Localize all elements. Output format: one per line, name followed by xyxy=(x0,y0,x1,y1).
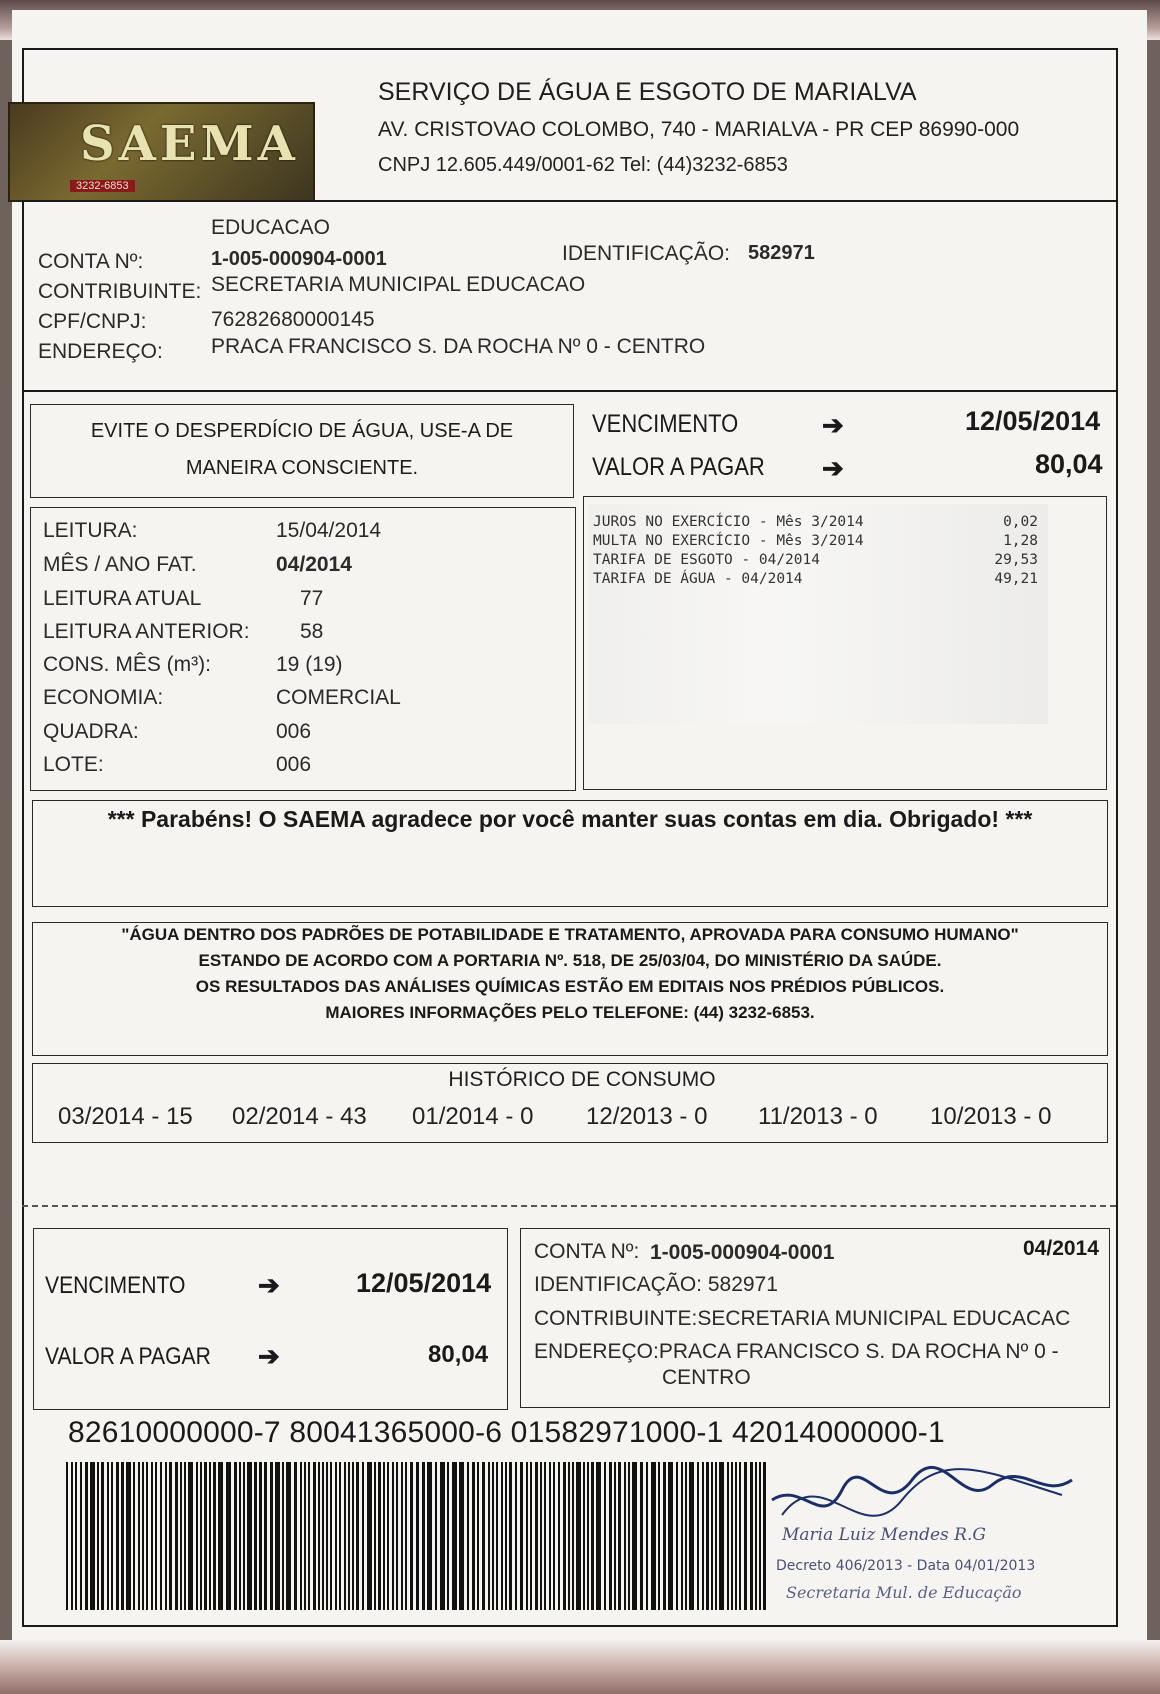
barcode-bar xyxy=(689,1462,694,1610)
paper-edge-bottom xyxy=(0,1640,1160,1694)
barcode-bar xyxy=(540,1462,542,1610)
barcode-bar xyxy=(304,1462,306,1610)
reading-label: LEITURA ATUAL xyxy=(43,587,202,610)
barcode-bar xyxy=(133,1462,135,1610)
notice-box xyxy=(30,404,574,498)
barcode-bar xyxy=(66,1462,68,1610)
quality-line1: "ÁGUA DENTRO DOS PADRÕES DE POTABILIDADE E TRATAMENTO, APROVADA PARA CONSUMO HUMANO" xyxy=(121,925,1019,944)
barcode-bar xyxy=(496,1462,498,1610)
stub-vencimento-value: 12/05/2014 xyxy=(356,1268,492,1298)
barcode-bar xyxy=(138,1462,140,1610)
barcode-bar xyxy=(477,1462,479,1610)
barcode-bar xyxy=(482,1462,485,1610)
barcode-bar xyxy=(367,1462,372,1610)
barcode-bar xyxy=(651,1462,656,1610)
barcode-bar xyxy=(702,1462,704,1610)
quality-line2: ESTANDO DE ACORDO COM A PORTARIA Nº. 518, DE 25/03/04, DO MINISTÉRIO DA SAÚDE. xyxy=(198,951,942,970)
barcode-bar xyxy=(727,1462,729,1610)
barcode-bar xyxy=(492,1462,494,1610)
stub-conta-label: CONTA Nº: xyxy=(534,1240,640,1263)
barcode-bar xyxy=(440,1462,445,1610)
barcode-bar xyxy=(715,1462,717,1610)
reading-label: LOTE: xyxy=(43,753,104,776)
barcode-bar xyxy=(200,1462,202,1610)
barcode-bar xyxy=(676,1462,678,1610)
barcode-bar xyxy=(165,1462,167,1610)
barcode-bar xyxy=(294,1462,297,1610)
barcode-bar xyxy=(711,1462,713,1610)
signature-stamp xyxy=(762,1440,1082,1610)
history-item: 01/2014 - 0 xyxy=(412,1103,534,1130)
barcode-bar xyxy=(196,1462,198,1610)
reading-label: LEITURA: xyxy=(43,519,138,542)
quality-line3: OS RESULTADOS DAS ANÁLISES QUÍMICAS ESTÃO EM EDITAIS NOS PRÉDIOS PÚBLICOS. xyxy=(195,977,945,996)
barcode-bar xyxy=(422,1462,425,1610)
vencimento-value: 12/05/2014 xyxy=(965,406,1101,436)
reading-label: CONS. MÊS (m³): xyxy=(43,653,211,676)
barcode-bar xyxy=(609,1462,612,1610)
barcode-bar xyxy=(362,1462,364,1610)
barcode-bar xyxy=(313,1462,316,1610)
barcode-bar xyxy=(509,1462,512,1610)
barcode-bar xyxy=(706,1462,709,1610)
barcode-bar xyxy=(739,1462,741,1610)
barcode-bar xyxy=(374,1462,376,1610)
barcode-bar xyxy=(107,1462,109,1610)
charge-value: 49,21 xyxy=(994,571,1038,587)
barcode-bar xyxy=(646,1462,648,1610)
signature-office: Secretaria Mul. de Educação xyxy=(786,1583,1022,1602)
history-item: 12/2013 - 0 xyxy=(586,1103,708,1130)
barcode-bar xyxy=(604,1462,606,1610)
thanks-message: *** Parabéns! O SAEMA agradece por você manter suas contas em dia. Obrigado! *** xyxy=(107,806,1033,832)
barcode-bar xyxy=(553,1462,555,1610)
barcode-bar xyxy=(270,1462,273,1610)
stub-endereco-line1: ENDEREÇO:PRACA FRANCISCO S. DA ROCHA Nº 0 - xyxy=(534,1340,1059,1363)
barcode-bar xyxy=(326,1462,328,1610)
company-address: AV. CRISTOVAO COLOMBO, 740 - MARIALVA - PR CEP 86990-000 xyxy=(378,118,1020,141)
charge-description: JUROS NO EXERCÍCIO - Mês 3/2014 xyxy=(593,514,864,530)
stub-conta-value: 1-005-000904-0001 xyxy=(650,1241,835,1264)
barcode-bar xyxy=(239,1462,241,1610)
barcode-bar xyxy=(452,1462,457,1610)
company-name: SERVIÇO DE ÁGUA E ESGOTO DE MARIALVA xyxy=(378,78,917,106)
barcode-bar xyxy=(121,1462,124,1610)
barcode-bar xyxy=(685,1462,687,1610)
barcode-bar xyxy=(624,1462,626,1610)
barcode-bar xyxy=(583,1462,585,1610)
charge-value: 1,28 xyxy=(1003,533,1038,549)
barcode-bar xyxy=(467,1462,469,1610)
barcode-bar xyxy=(501,1462,503,1610)
stub-contribuinte: CONTRIBUINTE:SECRETARIA MUNICIPAL EDUCACAC xyxy=(534,1307,1071,1330)
barcode-bar xyxy=(101,1462,104,1610)
history-item: 11/2013 - 0 xyxy=(758,1103,878,1130)
barcode-bar xyxy=(447,1462,449,1610)
barcode-bar xyxy=(544,1462,546,1610)
barcode-bar xyxy=(335,1462,337,1610)
stub-vencimento-label: VENCIMENTO xyxy=(45,1272,186,1299)
barcode-bar xyxy=(719,1462,724,1610)
account-category: EDUCACAO xyxy=(211,216,331,239)
barcode-bar xyxy=(247,1462,252,1610)
reading-value: 04/2014 xyxy=(276,553,352,576)
barcode-bar xyxy=(97,1462,99,1610)
logo-text: SAEMA xyxy=(80,116,299,172)
barcode-bar xyxy=(459,1462,464,1610)
reading-value: 19 (19) xyxy=(276,653,343,676)
barcode-bar xyxy=(576,1462,581,1610)
stub-identificacao: IDENTIFICAÇÃO: 582971 xyxy=(534,1273,778,1296)
conta-label: CONTA Nº: xyxy=(38,250,144,273)
history-item: 02/2014 - 43 xyxy=(232,1103,367,1130)
cut-line xyxy=(22,1205,1116,1207)
barcode-bar xyxy=(352,1462,354,1610)
barcode-bar xyxy=(275,1462,280,1610)
barcode-bar xyxy=(90,1462,95,1610)
reading-value: 15/04/2014 xyxy=(276,519,382,542)
contribuinte-value: SECRETARIA MUNICIPAL EDUCACAO xyxy=(211,273,586,296)
barcode-bar xyxy=(416,1462,419,1610)
reading-value: 77 xyxy=(300,587,324,610)
barcode-bar xyxy=(735,1462,737,1610)
cpf-label: CPF/CNPJ: xyxy=(38,310,147,333)
reading-label: ECONOMIA: xyxy=(43,686,164,709)
contribuinte-label: CONTRIBUINTE: xyxy=(38,280,202,303)
history-item: 10/2013 - 0 xyxy=(930,1103,1052,1130)
barcode-bar xyxy=(204,1462,207,1610)
history-title: HISTÓRICO DE CONSUMO xyxy=(448,1068,716,1091)
barcode-bar xyxy=(175,1462,178,1610)
payment-barcode xyxy=(64,1462,770,1610)
stub-endereco-line2: CENTRO xyxy=(662,1366,751,1389)
barcode-number: 82610000000-7 80041365000-6 01582971000-1 42014000000-1 xyxy=(68,1416,945,1449)
barcode-bar xyxy=(383,1462,385,1610)
reading-value: COMERCIAL xyxy=(276,686,401,709)
barcode-bar xyxy=(535,1462,538,1610)
barcode-bar xyxy=(401,1462,403,1610)
barcode-bar xyxy=(668,1462,673,1610)
valor-label: VALOR A PAGAR xyxy=(592,453,765,481)
barcode-bar xyxy=(405,1462,407,1610)
barcode-bar xyxy=(85,1462,88,1610)
barcode-bar xyxy=(160,1462,162,1610)
vencimento-arrow: ➔ xyxy=(822,410,844,440)
barcode-bar xyxy=(330,1462,332,1610)
valor-value: 80,04 xyxy=(1035,449,1103,479)
barcode-bar xyxy=(488,1462,490,1610)
barcode-bar xyxy=(563,1462,566,1610)
barcode-bar xyxy=(169,1462,172,1610)
header-divider xyxy=(22,200,1116,202)
barcode-bar xyxy=(587,1462,589,1610)
barcode-bar xyxy=(628,1462,630,1610)
barcode-bar xyxy=(180,1462,182,1610)
logo-phone: 3232-6853 xyxy=(70,180,135,192)
barcode-bar xyxy=(681,1462,683,1610)
barcode-bar xyxy=(663,1462,666,1610)
barcode-bar xyxy=(188,1462,193,1610)
barcode-bar xyxy=(614,1462,616,1610)
barcode-bar xyxy=(126,1462,131,1610)
signature-name: Maria Luiz Mendes R.G xyxy=(782,1525,986,1545)
identificacao-label: IDENTIFICAÇÃO: xyxy=(562,242,731,265)
barcode-bar xyxy=(618,1462,621,1610)
barcode-bar xyxy=(184,1462,186,1610)
quality-line4: MAIORES INFORMAÇÕES PELO TELEFONE: (44) 3232-6853. xyxy=(325,1003,815,1022)
barcode-bar xyxy=(591,1462,594,1610)
stub-vencimento-arrow: ➔ xyxy=(258,1270,280,1300)
barcode-bar xyxy=(300,1462,302,1610)
charge-description: TARIFA DE ESGOTO - 04/2014 xyxy=(593,552,820,568)
notice-line2: MANEIRA CONSCIENTE. xyxy=(185,457,419,479)
barcode-bar xyxy=(658,1462,660,1610)
barcode-bar xyxy=(282,1462,284,1610)
barcode-bar xyxy=(520,1462,523,1610)
barcode-bar xyxy=(378,1462,381,1610)
barcode-bar xyxy=(213,1462,216,1610)
stub-valor-value: 80,04 xyxy=(428,1341,489,1368)
barcode-bar xyxy=(151,1462,153,1610)
reading-box xyxy=(30,507,576,791)
barcode-bar xyxy=(218,1462,223,1610)
barcode-bar xyxy=(396,1462,398,1610)
barcode-bar xyxy=(530,1462,532,1610)
barcode-bar xyxy=(209,1462,211,1610)
barcode-bar xyxy=(435,1462,437,1610)
cpf-value: 76282680000145 xyxy=(211,308,375,331)
conta-value: 1-005-000904-0001 xyxy=(211,248,387,270)
identificacao-value: 582971 xyxy=(748,242,815,264)
barcode-bar xyxy=(234,1462,237,1610)
history-item: 03/2014 - 15 xyxy=(58,1103,193,1130)
charge-value: 29,53 xyxy=(994,552,1038,568)
barcode-bar xyxy=(759,1462,761,1610)
barcode-bar xyxy=(387,1462,389,1610)
charge-value: 0,02 xyxy=(1003,514,1038,530)
charge-description: TARIFA DE ÁGUA - 04/2014 xyxy=(593,571,803,587)
signature-decree: Decreto 406/2013 - Data 04/01/2013 xyxy=(776,1558,1036,1574)
barcode-bar xyxy=(146,1462,148,1610)
reading-label: LEITURA ANTERIOR: xyxy=(43,620,250,643)
saema-logo xyxy=(8,102,315,202)
barcode-bar xyxy=(348,1462,350,1610)
vencimento-label: VENCIMENTO xyxy=(592,410,739,438)
endereco-value: PRACA FRANCISCO S. DA ROCHA Nº 0 - CENTRO xyxy=(211,335,706,358)
barcode-bar xyxy=(472,1462,475,1610)
barcode-bar xyxy=(226,1462,231,1610)
barcode-bar xyxy=(142,1462,144,1610)
barcode-bar xyxy=(155,1462,157,1610)
reading-label: MÊS / ANO FAT. xyxy=(43,553,197,576)
barcode-bar xyxy=(264,1462,267,1610)
barcode-bar xyxy=(744,1462,747,1610)
stub-valor-arrow: ➔ xyxy=(258,1341,280,1371)
stub-period: 04/2014 xyxy=(1023,1237,1099,1260)
barcode-bar xyxy=(308,1462,310,1610)
barcode-bar xyxy=(572,1462,574,1610)
barcode-bar xyxy=(526,1462,528,1610)
barcode-bar xyxy=(632,1462,637,1610)
barcode-bar xyxy=(755,1462,757,1610)
barcode-bar xyxy=(254,1462,257,1610)
barcode-bar xyxy=(356,1462,359,1610)
barcode-bar xyxy=(515,1462,517,1610)
account-divider xyxy=(22,390,1116,392)
reading-value: 006 xyxy=(276,720,312,743)
reading-label: QUADRA: xyxy=(43,720,139,743)
barcode-bar xyxy=(410,1462,413,1610)
barcode-bar xyxy=(750,1462,753,1610)
barcode-bar xyxy=(568,1462,570,1610)
barcode-bar xyxy=(339,1462,341,1610)
barcode-bar xyxy=(259,1462,262,1610)
barcode-bar xyxy=(243,1462,245,1610)
barcode-bar xyxy=(322,1462,324,1610)
reading-value: 58 xyxy=(300,620,324,643)
barcode-bar xyxy=(505,1462,507,1610)
barcode-bar xyxy=(286,1462,291,1610)
barcode-bar xyxy=(80,1462,82,1610)
barcode-bar xyxy=(596,1462,601,1610)
charge-description: MULTA NO EXERCÍCIO - Mês 3/2014 xyxy=(593,533,864,549)
barcode-bar xyxy=(318,1462,320,1610)
barcode-bar xyxy=(427,1462,432,1610)
barcode-bar xyxy=(392,1462,394,1610)
endereco-label: ENDEREÇO: xyxy=(38,340,163,363)
barcode-bar xyxy=(111,1462,113,1610)
barcode-bar xyxy=(71,1462,73,1610)
barcode-bar xyxy=(640,1462,643,1610)
barcode-bar xyxy=(697,1462,699,1610)
notice-line1: EVITE O DESPERDÍCIO DE ÁGUA, USE-A DE xyxy=(90,420,514,442)
barcode-bar xyxy=(344,1462,346,1610)
barcode-bar xyxy=(75,1462,77,1610)
barcode-bar xyxy=(558,1462,560,1610)
company-cnpj: CNPJ 12.605.449/0001-62 Tel: (44)3232-6853 xyxy=(378,154,788,176)
reading-value: 006 xyxy=(276,753,312,776)
barcode-bar xyxy=(116,1462,119,1610)
stub-payment-box xyxy=(33,1228,508,1410)
stub-valor-label: VALOR A PAGAR xyxy=(45,1343,211,1370)
valor-arrow: ➔ xyxy=(822,453,844,483)
barcode-bar xyxy=(731,1462,733,1610)
barcode-bar xyxy=(549,1462,551,1610)
